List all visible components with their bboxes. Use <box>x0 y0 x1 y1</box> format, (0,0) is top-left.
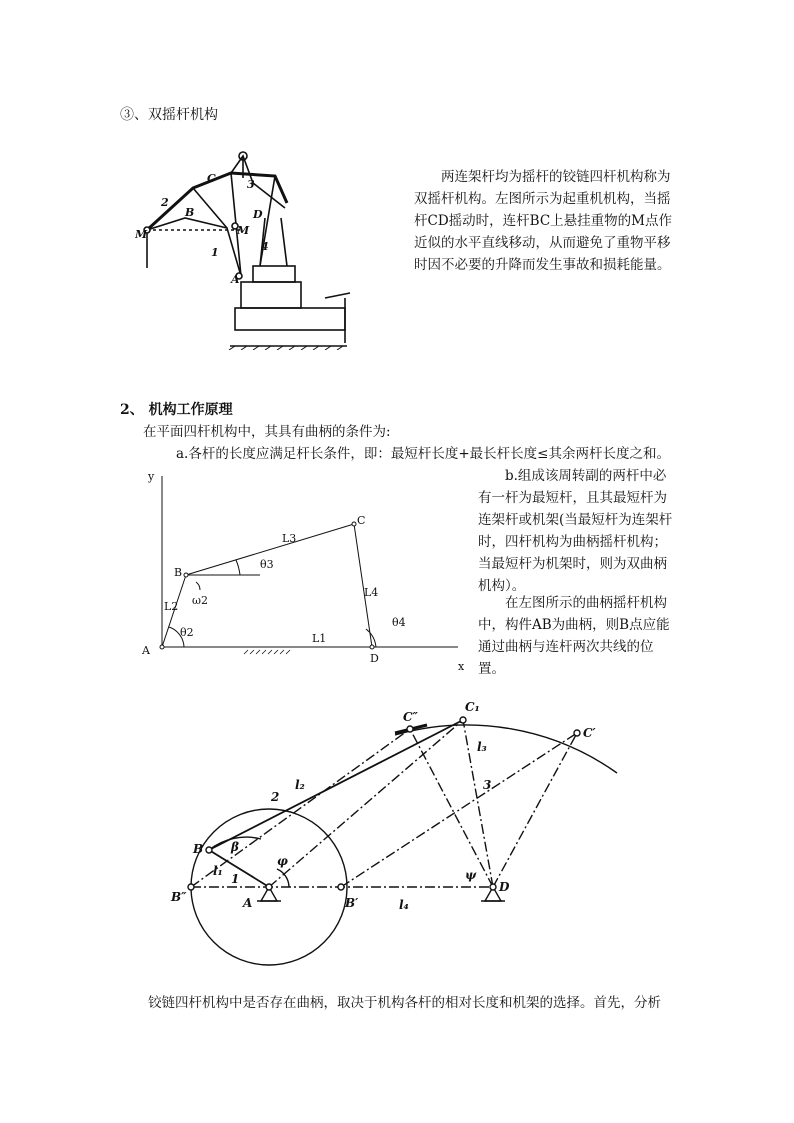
svg-text:θ3: θ3 <box>260 558 274 571</box>
svg-text:D: D <box>370 652 379 665</box>
svg-text:B: B <box>193 842 204 856</box>
svg-text:3: 3 <box>247 178 255 191</box>
svg-text:L3: L3 <box>282 532 297 545</box>
svg-text:C₁: C₁ <box>465 700 480 714</box>
svg-text:l₃: l₃ <box>477 740 487 754</box>
svg-text:C: C <box>207 172 216 185</box>
svg-text:1: 1 <box>231 872 240 886</box>
svg-text:A: A <box>231 273 240 286</box>
svg-text:θ2: θ2 <box>180 626 194 639</box>
svg-text:L4: L4 <box>364 586 379 599</box>
svg-text:C: C <box>357 514 366 527</box>
svg-text:D: D <box>499 880 510 894</box>
crane-mechanism-figure <box>135 148 360 350</box>
svg-text:B″: B″ <box>171 890 187 904</box>
svg-text:2: 2 <box>161 196 169 209</box>
svg-text:M: M <box>237 224 250 237</box>
svg-text:2: 2 <box>271 790 280 804</box>
svg-text:L2: L2 <box>164 600 179 613</box>
svg-text:A: A <box>243 896 253 910</box>
svg-text:1: 1 <box>211 246 219 259</box>
svg-text:L1: L1 <box>312 632 327 645</box>
svg-text:M: M <box>135 228 148 241</box>
svg-text:4: 4 <box>261 240 269 253</box>
svg-text:β: β <box>231 840 239 854</box>
svg-text:l₄: l₄ <box>399 898 409 912</box>
section-heading-double-rocker: ③、双摇杆机构 <box>120 107 218 123</box>
crank-rocker-limit-positions-figure <box>165 695 625 985</box>
svg-text:l₁: l₁ <box>213 864 223 878</box>
four-bar-linkage-figure <box>140 464 475 676</box>
svg-text:θ4: θ4 <box>392 616 406 629</box>
crank-rocker-paragraph: 在左图所示的曲柄摇杆机构中，构件AB为曲柄，则B点应能通过曲柄与连杆两次共线的位置。 <box>478 595 670 677</box>
svg-text:ω2: ω2 <box>192 594 208 607</box>
crank-condition-a: a.各杆的长度应满足杆长条件，即：最短杆长度+最长杆长度≤其余两杆长度之和。 <box>176 446 670 462</box>
svg-text:B: B <box>185 206 195 219</box>
svg-text:l₂: l₂ <box>295 778 305 792</box>
svg-text:C″: C″ <box>403 710 418 724</box>
footer-paragraph: 铰链四杆机构中是否存在曲柄，取决于机构各杆的相对长度和机架的选择。首先，分析 <box>148 995 661 1011</box>
section-heading-principle: 2、 机构工作原理 <box>120 402 233 418</box>
svg-text:y: y <box>148 470 155 483</box>
svg-text:D: D <box>253 208 263 221</box>
svg-text:B′: B′ <box>345 896 359 910</box>
crank-condition-intro: 在平面四杆机构中，其具有曲柄的条件为: <box>143 424 391 440</box>
crank-condition-b: b.组成该周转副的两杆中必有一杆为最短杆，且其最短杆为连架杆或机架(当最短杆为连架杆时，四杆机构为曲柄摇杆机构；当最短杆为机架时，则为双曲柄机构）。 <box>478 468 673 594</box>
svg-text:B: B <box>174 566 183 579</box>
svg-text:A: A <box>142 644 150 657</box>
svg-text:φ: φ <box>277 854 288 868</box>
svg-text:x: x <box>458 660 465 673</box>
svg-text:3: 3 <box>483 778 492 792</box>
double-rocker-paragraph: 两连架杆均为摇杆的铰链四杆机构称为双摇杆机构。左图所示为起重机机构，当摇杆CD摇动时，连杆BC上悬挂重物的M点作近似的水平直线移动，从而避免了重物平移时因不必要的升降而发生事故和损耗能量。 <box>414 169 672 273</box>
svg-text:C′: C′ <box>583 726 596 740</box>
svg-text:ψ: ψ <box>465 868 477 882</box>
